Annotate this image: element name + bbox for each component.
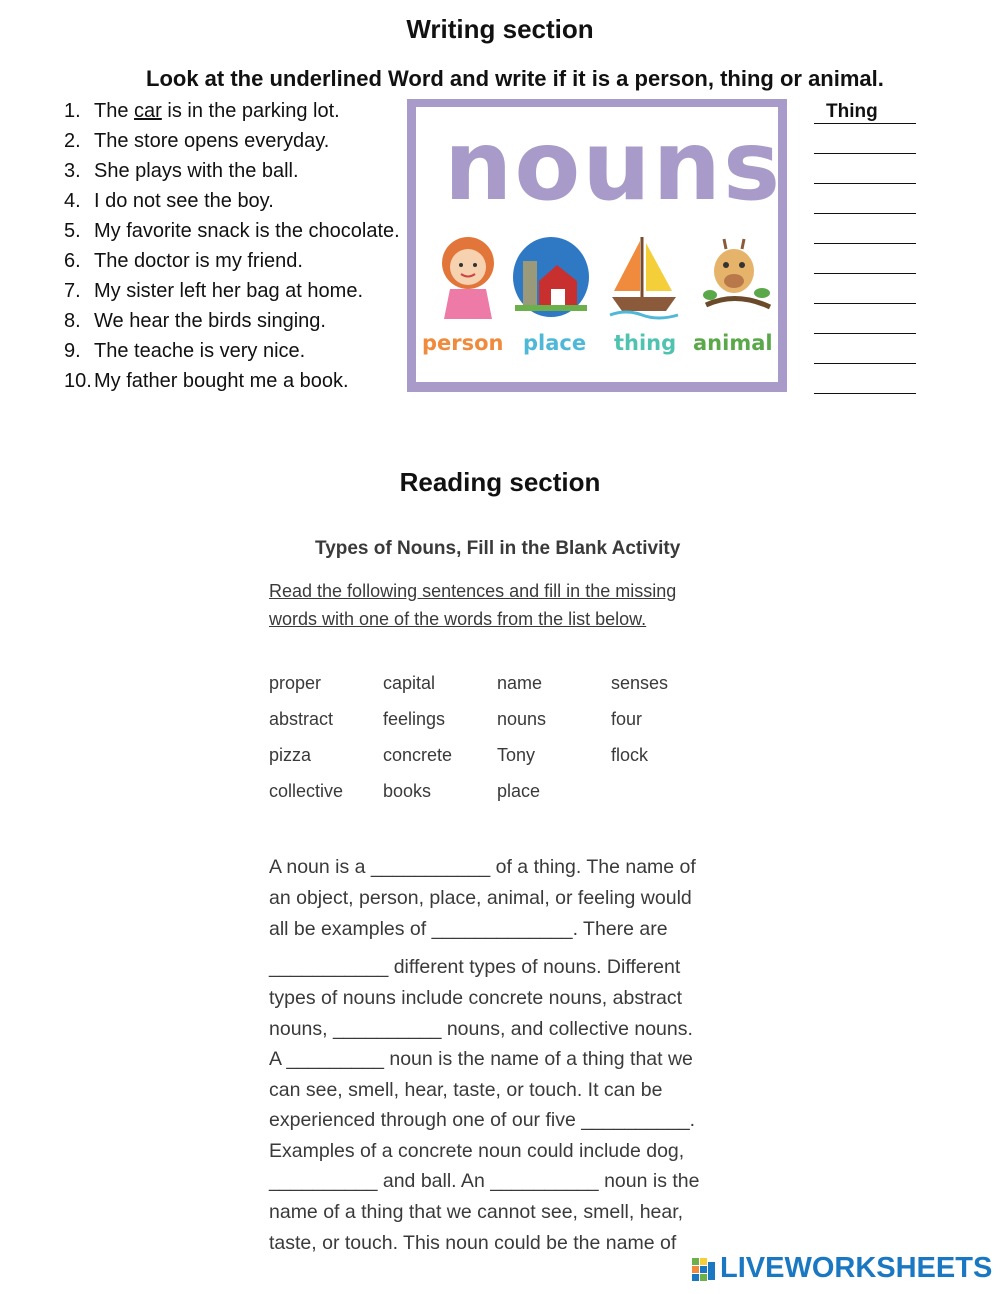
paragraph-line: an object, person, place, animal, or feeling would (269, 887, 692, 909)
paragraph-line: can see, smell, hear, taste, or touch. It can be (269, 1079, 663, 1101)
answer-field-1[interactable] (814, 123, 916, 124)
word-bank-item: collective (269, 781, 344, 801)
question-3: 3. She plays with the ball. (64, 160, 299, 182)
paragraph-line: A _________ noun is the name of a thing that we (269, 1048, 693, 1070)
paragraph-line: Examples of a concrete noun could include dog, (269, 1140, 685, 1162)
reading-section-title: Reading section (399, 467, 601, 497)
liveworksheets-logo[interactable] (692, 1252, 992, 1288)
poster-label-person: person (422, 331, 504, 355)
logo-blocks-icon (692, 1258, 716, 1282)
word-bank-item: feelings (383, 709, 446, 729)
word-bank-item: place (497, 781, 541, 801)
poster-label-animal: animal (693, 331, 773, 355)
question-5: 5. My favorite snack is the chocolate. (64, 220, 400, 242)
question-9: 9. The teache is very nice. (64, 340, 306, 362)
sailboat-icon (606, 231, 682, 321)
activity-title: Types of Nouns, Fill in the Blank Activity (315, 538, 681, 559)
word-bank-item: proper (269, 673, 322, 693)
answer-field-8[interactable] (814, 333, 916, 334)
poster-label-place: place (523, 331, 587, 355)
paragraph-line: ___________ different types of nouns. Different (269, 956, 681, 978)
paragraph-line: types of nouns include concrete nouns, abstract (269, 987, 683, 1009)
word-bank-item: nouns (497, 709, 547, 729)
question-10: 10. My father bought me a book. (64, 370, 349, 392)
question-6: 6. The doctor is my friend. (64, 250, 303, 272)
question-4: 4. I do not see the boy. (64, 190, 274, 212)
word-bank-item: senses (611, 673, 669, 693)
word-bank-item: books (383, 781, 432, 801)
writing-instruction: Look at the underlined Word and write if it is a person, thing or animal. (146, 66, 884, 91)
answer-field-7[interactable] (814, 303, 916, 304)
word-bank-item: name (497, 673, 543, 693)
answer-1-value: Thing (826, 101, 878, 122)
paragraph-line: taste, or touch. This noun could be the name of (269, 1232, 677, 1254)
word-bank-item: abstract (269, 709, 334, 729)
answer-field-10[interactable] (814, 393, 916, 394)
word-bank-item: flock (611, 745, 649, 765)
word-bank-item: Tony (497, 745, 536, 765)
activity-instruction: Read the following sentences and fill in the missing words with one of the words from the list below. (269, 581, 677, 629)
paragraph-line: nouns, __________ nouns, and collective nouns. (269, 1018, 693, 1040)
answer-field-9[interactable] (814, 363, 916, 364)
question-8: 8. We hear the birds singing. (64, 310, 326, 332)
answer-field-2[interactable] (814, 153, 916, 154)
question-7: 7. My sister left her bag at home. (64, 280, 364, 302)
barn-icon (511, 233, 591, 319)
poster-label-thing: thing (614, 331, 677, 355)
word-bank-item: four (611, 709, 643, 729)
paragraph-line: __________ and ball. An __________ noun is the (269, 1170, 700, 1192)
paragraph-line: experienced through one of our five __________. (269, 1109, 696, 1131)
question-2: 2. The store opens everyday. (64, 130, 330, 152)
answer-field-5[interactable] (814, 243, 916, 244)
answer-field-3[interactable] (814, 183, 916, 184)
nouns-poster (407, 99, 787, 392)
poster-title: nouns (444, 110, 783, 222)
paragraph-line: name of a thing that we cannot see, smell, hear, (269, 1201, 684, 1223)
answer-field-4[interactable] (814, 213, 916, 214)
paragraph-line: all be examples of _____________. There are (269, 918, 668, 940)
paragraph-line: A noun is a ___________ of a thing. The name of (269, 856, 696, 878)
question-1: 1. The car is in the parking lot. (64, 100, 340, 122)
word-bank-item: capital (383, 673, 436, 693)
giraffe-icon (696, 231, 776, 321)
underlined-word: car (134, 100, 162, 122)
word-bank-item: pizza (269, 745, 312, 765)
answer-field-6[interactable] (814, 273, 916, 274)
logo-text: LIVEWORKSHEETS (720, 1252, 993, 1284)
word-bank-item: concrete (383, 745, 453, 765)
girl-icon (428, 231, 508, 321)
writing-section-title: Writing section (406, 14, 594, 44)
